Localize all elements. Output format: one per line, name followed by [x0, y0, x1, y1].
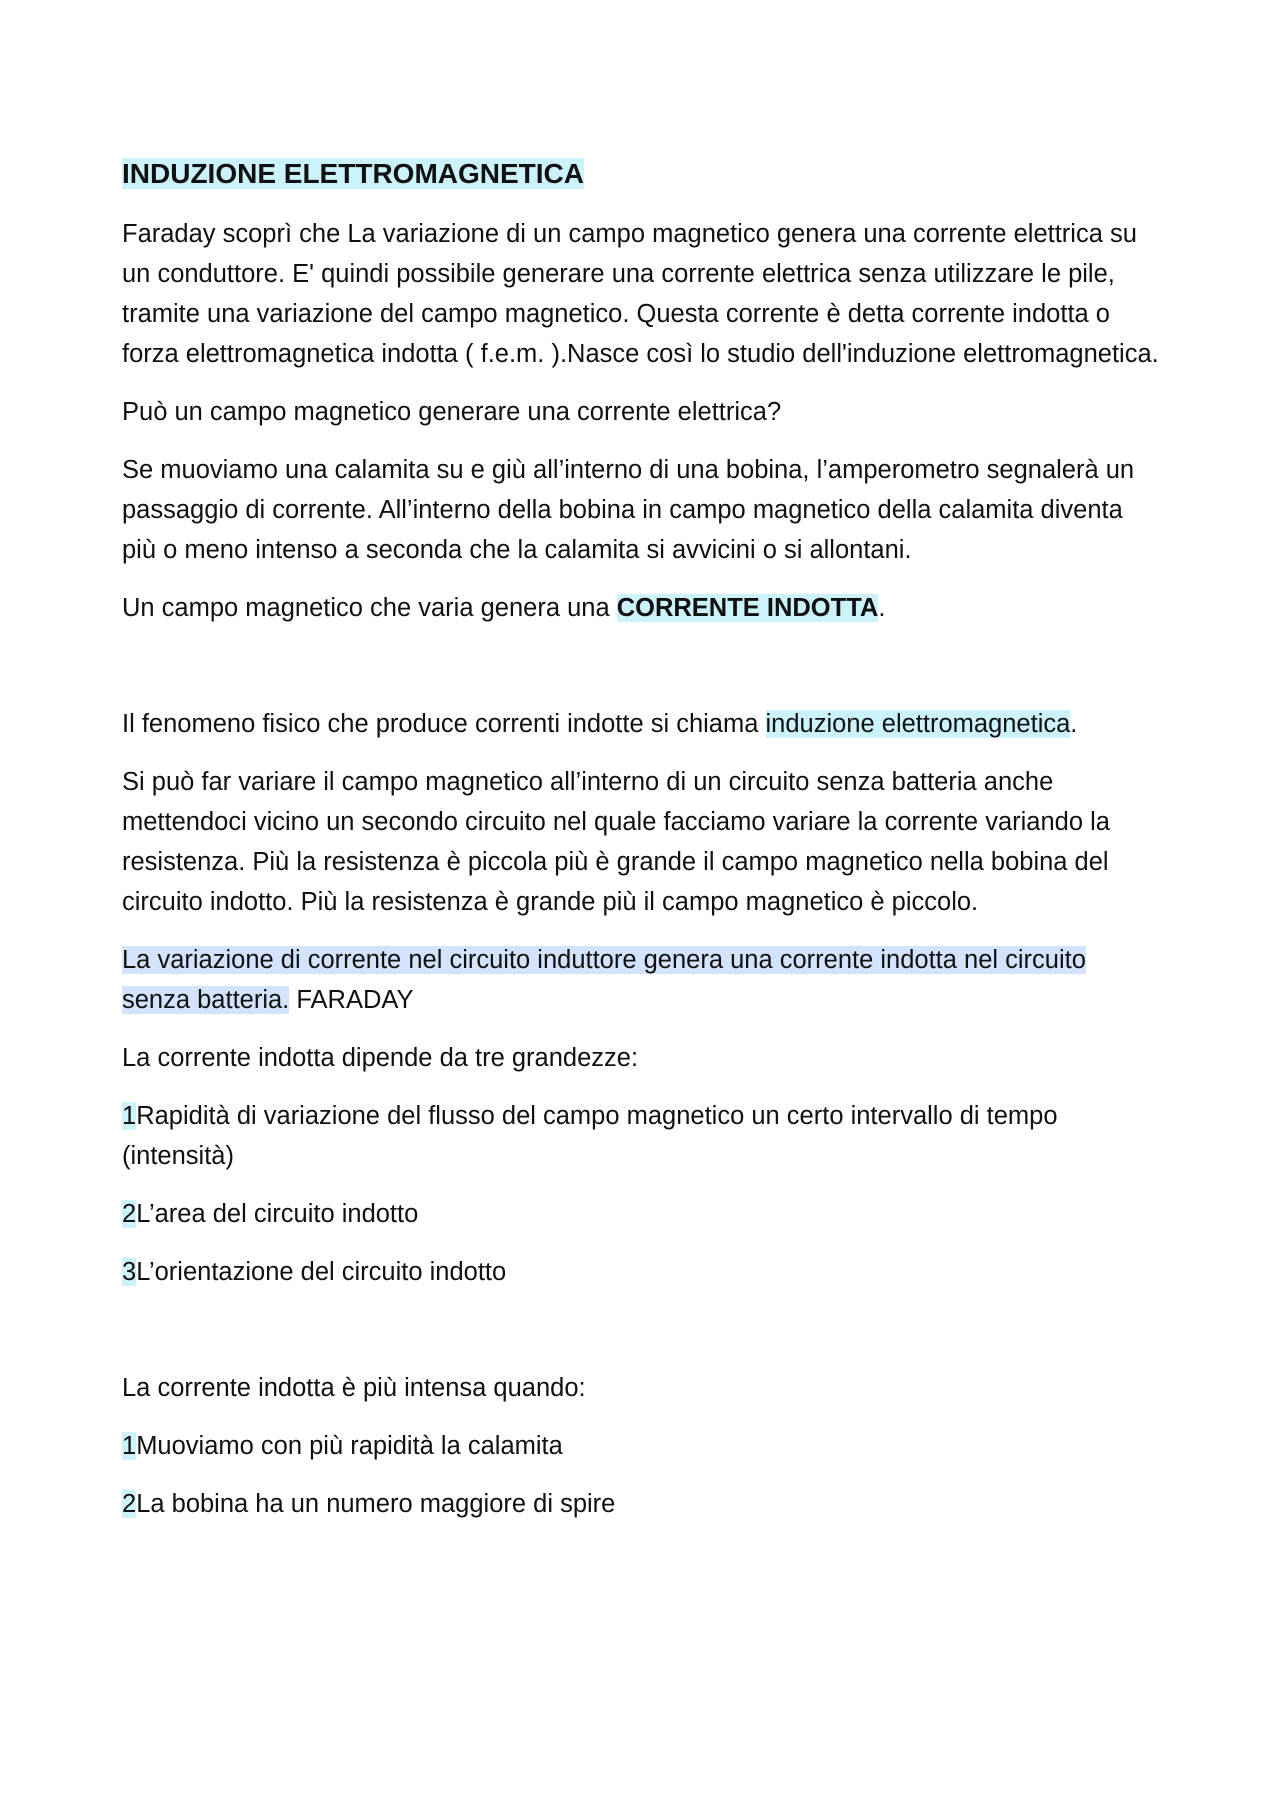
list-text: L’area del circuito indotto	[136, 1200, 419, 1228]
paragraph-faraday-intro: Faraday scoprì che La variazione di un campo magnetico genera una corrente elettrica su un conduttore. E' quindi possibile generare una corrente elettrica senza utilizzare le pile, tramite una variazione del campo magnetico. Questa corrente è detta corrente indotta o forza elettromagnetica indotta ( f.e.m. ).Nasce così lo studio dell'induzione elettromagnetica.	[122, 220, 1159, 368]
text-fragment: .	[1070, 710, 1078, 738]
document-title	[122, 152, 1160, 196]
induzione-highlight: induzione elettromagnetica	[765, 710, 1071, 738]
paragraph-induzione-definition	[122, 704, 1160, 744]
list-text: La bobina ha un numero maggiore di spire	[136, 1490, 616, 1518]
list-number: 2	[122, 1200, 137, 1228]
text-fragment: .	[878, 594, 886, 622]
text-fragment: Il fenomeno fisico che produce correnti indotte si chiama	[122, 710, 766, 738]
list-item	[122, 1096, 1160, 1176]
list-text: Muoviamo con più rapidità la calamita	[136, 1432, 563, 1460]
paragraph-second-circuit: Si può far variare il campo magnetico all’interno di un circuito senza batteria anche mettendoci vicino un secondo circuito nel quale facciamo variare la corrente variando la resistenza. Più la resistenza è piccola più è grande il campo magnetico nella bobina del circuito indotto. Più la resistenza è grande più il campo magnetico è piccolo.	[122, 768, 1110, 916]
faraday-law-highlight: La variazione di corrente nel circuito induttore genera una corrente indotta nel circuito senza batteria.	[122, 946, 1086, 1014]
paragraph-magnet-coil: Se muoviamo una calamita su e giù all’interno di una bobina, l’amperometro segnalerà un passaggio di corrente. All’interno della bobina in campo magnetico della calamita diventa più o meno intenso a seconda che la calamita si avvicini o si allontani.	[122, 456, 1135, 564]
text-fragment: Un campo magnetico che varia genera una	[122, 594, 617, 622]
list-number: 1	[122, 1432, 137, 1460]
paragraph-depends-on: La corrente indotta dipende da tre grandezze:	[122, 1044, 639, 1072]
list-item	[122, 1252, 1160, 1292]
corrente-indotta-highlight: CORRENTE INDOTTA	[616, 594, 879, 622]
spacer	[122, 646, 1160, 704]
paragraph-more-intense: La corrente indotta è più intensa quando:	[122, 1374, 586, 1402]
list-number: 1	[122, 1102, 137, 1130]
title-text: INDUZIONE ELETTROMAGNETICA	[122, 158, 584, 189]
spacer	[122, 1310, 1160, 1368]
list-number: 3	[122, 1258, 137, 1286]
list-item	[122, 1426, 1160, 1466]
list-text: L’orientazione del circuito indotto	[136, 1258, 507, 1286]
paragraph-faraday-law	[122, 940, 1160, 1020]
paragraph-corrente-indotta	[122, 588, 1160, 628]
list-text: Rapidità di variazione del flusso del campo magnetico un certo intervallo di tempo (intensità)	[122, 1102, 1058, 1170]
paragraph-question: Può un campo magnetico generare una corrente elettrica?	[122, 398, 782, 426]
list-number: 2	[122, 1490, 137, 1518]
list-item	[122, 1194, 1160, 1234]
list-item	[122, 1484, 1160, 1524]
text-fragment: FARADAY	[289, 986, 414, 1014]
